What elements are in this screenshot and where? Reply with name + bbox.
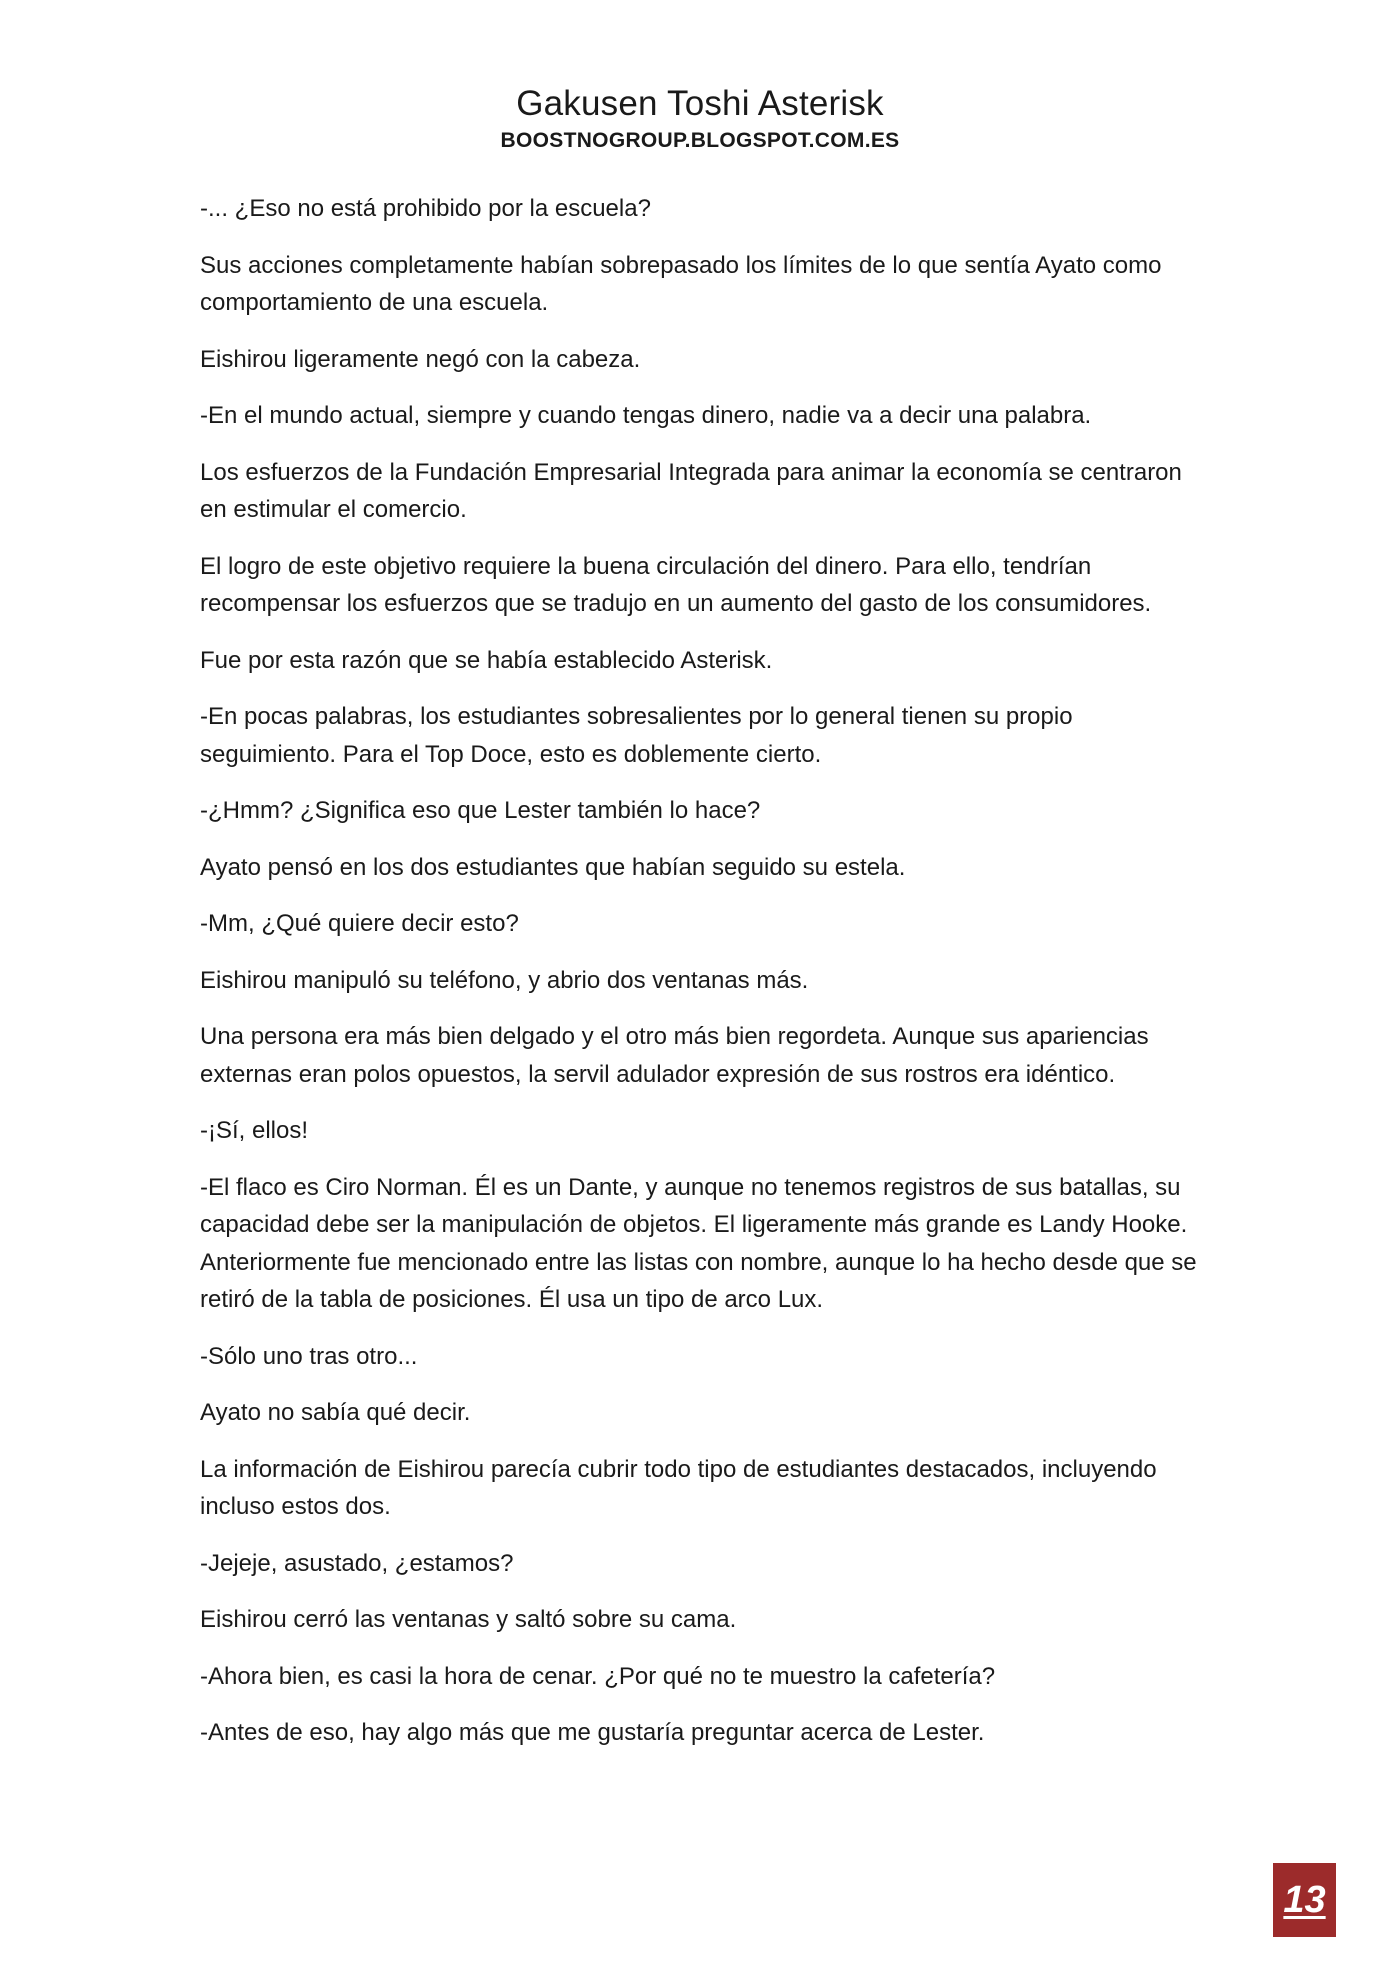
paragraph: -Ahora bien, es casi la hora de cenar. ¿Por qué no te muestro la cafetería? — [200, 1662, 996, 1690]
page-number: 13 — [1283, 1878, 1326, 1921]
paragraph: El logro de este objetivo requiere la buena circulación del dinero. Para ello, tendrían recompensar los esfuerzos que se tradujo en un aumento del gasto de los consumidores. — [200, 552, 1152, 617]
paragraph: -Mm, ¿Qué quiere decir esto? — [200, 910, 519, 937]
paragraph: Eishirou manipuló su teléfono, y abrio dos ventanas más. — [200, 966, 809, 994]
paragraph: Sus acciones completamente habían sobrepasado los límites de lo que sentía Ayato como comportamiento de una escuela. — [200, 251, 1162, 316]
paragraph: Eishirou ligeramente negó con la cabeza. — [200, 345, 641, 373]
paragraph: -Sólo uno tras otro... — [200, 1342, 418, 1370]
paragraph: -El flaco es Ciro Norman. Él es un Dante, y aunque no tenemos registros de sus batallas, su capacidad debe ser la manipulación de objetos. El ligeramente más grande es Landy Hooke. Anteriormente fue mencionado entre las listas con nombre, aunque lo ha hecho desde que se retiró de la tabla de posiciones. Él usa un tipo de arco Lux. — [200, 1173, 1197, 1313]
paragraph: -... ¿Eso no está prohibido por la escuela? — [200, 195, 651, 222]
paragraph: Ayato no sabía qué decir. — [200, 1399, 471, 1426]
paragraph: Ayato pensó en los dos estudiantes que habían seguido su estela. — [200, 853, 906, 881]
header-subtitle: BOOSTNOGROUP.BLOGSPOT.COM.ES — [500, 129, 900, 152]
paragraph: -En pocas palabras, los estudiantes sobresalientes por lo general tienen su propio seguimiento. Para el Top Doce, esto es doblemente cierto. — [200, 703, 1073, 768]
paragraph: -En el mundo actual, siempre y cuando tengas dinero, nadie va a decir una palabra. — [200, 402, 1092, 429]
paragraph: La información de Eishirou parecía cubrir todo tipo de estudiantes destacados, incluyendo incluso estos dos. — [200, 1455, 1157, 1520]
paragraph: -¡Sí, ellos! — [200, 1117, 309, 1144]
paragraph: -Antes de eso, hay algo más que me gustaría preguntar acerca de Lester. — [200, 1719, 985, 1746]
header-title: Gakusen Toshi Asterisk — [516, 84, 884, 123]
paragraph: -¿Hmm? ¿Significa eso que Lester también lo hace? — [200, 797, 761, 824]
page-number-badge — [1273, 1863, 1336, 1937]
paragraph: Fue por esta razón que se había establecido Asterisk. — [200, 646, 773, 674]
paragraph: -Jejeje, asustado, ¿estamos? — [200, 1549, 514, 1577]
body-text — [200, 190, 1200, 1771]
paragraph: Eishirou cerró las ventanas y saltó sobre su cama. — [200, 1606, 737, 1633]
page-header — [0, 82, 1400, 156]
paragraph: Una persona era más bien delgado y el otro más bien regordeta. Aunque sus apariencias externas eran polos opuestos, la servil adulador expresión de sus rostros era idéntico. — [200, 1023, 1149, 1088]
paragraph: Los esfuerzos de la Fundación Empresarial Integrada para animar la economía se centraron en estimular el comercio. — [200, 458, 1182, 523]
